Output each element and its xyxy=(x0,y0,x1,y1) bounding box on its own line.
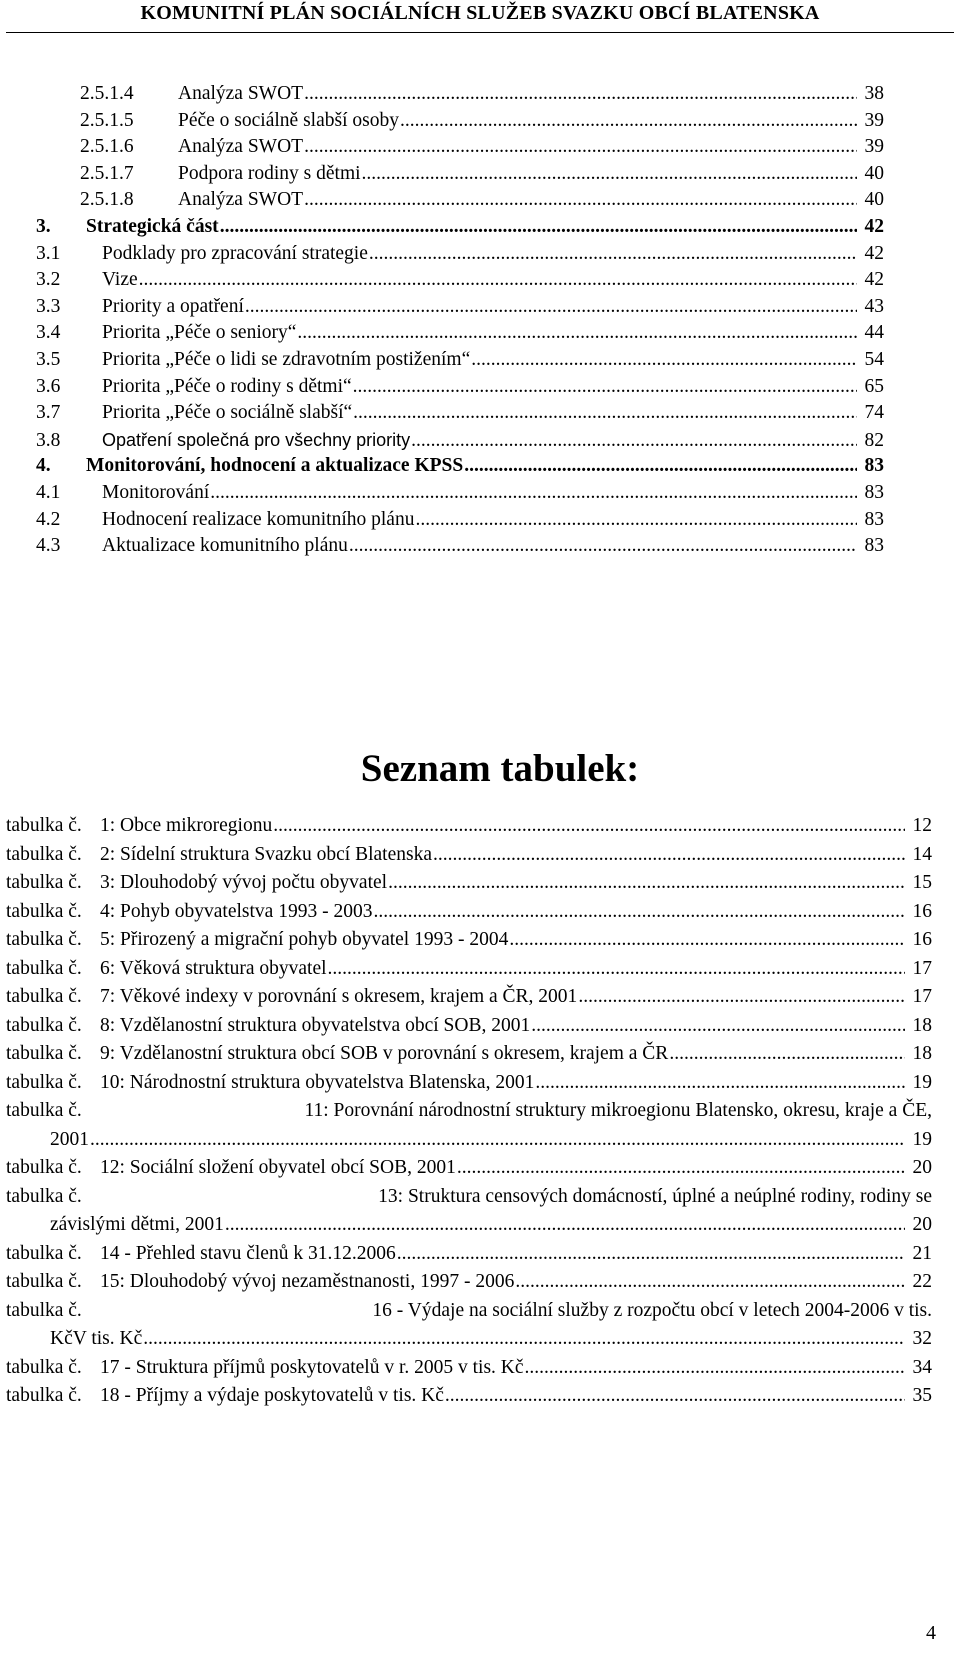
table-caption: 10: Národnostní struktura obyvatelstva Blatenska, 2001 xyxy=(100,1071,535,1093)
table-prefix: tabulka č. xyxy=(6,957,82,979)
dot-leader xyxy=(397,1240,905,1269)
toc-title: Analýza SWOT xyxy=(178,189,304,211)
dot-leader xyxy=(210,478,857,508)
table-page-number: 19 xyxy=(912,1128,932,1150)
toc-title: Priorita „Péče o lidi se zdravotním postižením“ xyxy=(102,349,471,370)
table-list-entry[interactable] xyxy=(6,983,932,1012)
toc-entry[interactable] xyxy=(36,292,884,322)
toc-page-number: 40 xyxy=(864,189,884,211)
table-prefix: tabulka č. xyxy=(6,1185,82,1207)
dot-leader xyxy=(328,955,905,984)
table-list-entry[interactable] xyxy=(6,1012,932,1041)
toc-entry[interactable] xyxy=(36,425,884,455)
toc-number: 3.1 xyxy=(36,242,61,264)
toc-number: 4. xyxy=(36,455,51,477)
page-header: KOMUNITNÍ PLÁN SOCIÁLNÍCH SLUŽEB SVAZKU OBCÍ BLATENSKA xyxy=(140,2,820,24)
dot-leader xyxy=(415,505,857,535)
table-caption: 5: Přirozený a migrační pohyb obyvatel 1993 - 2004 xyxy=(100,929,509,950)
table-caption: 12: Sociální složení obyvatel obcí SOB, 2001 xyxy=(100,1157,456,1178)
table-list-entry[interactable] xyxy=(6,1069,932,1098)
dot-leader xyxy=(471,345,857,375)
table-prefix: tabulka č. xyxy=(6,815,82,836)
table-caption: KčV tis. Kč xyxy=(50,1328,143,1349)
toc-page-number: 54 xyxy=(864,349,884,370)
dot-leader xyxy=(245,292,857,322)
table-page-number: 17 xyxy=(912,986,932,1007)
table-prefix: tabulka č. xyxy=(6,1014,82,1036)
toc-number: 3.6 xyxy=(36,375,61,397)
dot-leader xyxy=(139,265,857,295)
toc-page-number: 38 xyxy=(864,83,884,104)
toc-title: Podklady pro zpracování strategie xyxy=(102,242,368,264)
table-caption: 13: Struktura censových domácností, úplné a neúplné rodiny, rodiny se xyxy=(378,1185,932,1207)
toc-page-number: 65 xyxy=(864,375,884,397)
table-caption: závislými dětmi, 2001 xyxy=(50,1214,224,1235)
table-list-entry[interactable] xyxy=(6,1297,932,1354)
table-page-number: 15 xyxy=(912,872,932,893)
table-caption: 18 - Příjmy a výdaje poskytovatelů v tis. Kč xyxy=(100,1385,444,1406)
table-list-entry[interactable] xyxy=(6,841,932,870)
toc-page-number: 83 xyxy=(864,535,884,557)
toc-page-number: 40 xyxy=(864,162,884,184)
toc-entry[interactable] xyxy=(36,531,884,561)
table-page-number: 14 xyxy=(912,843,932,865)
table-caption: 11: Porovnání národnostní struktury mikroegionu Blatensko, okresu, kraje a ČE, xyxy=(304,1100,932,1121)
toc-number: 3.3 xyxy=(36,295,61,317)
dot-leader xyxy=(304,132,857,162)
table-prefix: tabulka č. xyxy=(6,1356,82,1378)
table-list-entry[interactable] xyxy=(6,1097,932,1154)
dot-leader xyxy=(349,531,857,561)
toc-page-number: 44 xyxy=(864,322,884,344)
table-prefix: tabulka č. xyxy=(6,1071,82,1093)
toc-title: Analýza SWOT xyxy=(178,83,304,104)
table-list-entry[interactable] xyxy=(6,1183,932,1240)
toc-number: 2.5.1.5 xyxy=(80,109,134,131)
toc-page-number: 39 xyxy=(864,136,884,158)
dot-leader xyxy=(445,1382,905,1411)
toc-number: 3.5 xyxy=(36,349,61,370)
dot-leader xyxy=(373,898,905,927)
table-page-number: 21 xyxy=(912,1242,932,1264)
toc-entry[interactable] xyxy=(80,159,884,189)
table-prefix: tabulka č. xyxy=(6,1100,82,1121)
toc-title: Monitorování, hodnocení a aktualizace KPSS xyxy=(86,455,464,477)
toc-page-number: 42 xyxy=(864,269,884,291)
dot-leader xyxy=(225,1211,905,1240)
toc-page-number: 83 xyxy=(864,508,884,530)
table-page-number: 34 xyxy=(912,1356,932,1378)
toc-number: 4.2 xyxy=(36,508,61,530)
table-page-number: 35 xyxy=(912,1385,932,1406)
table-page-number: 19 xyxy=(912,1071,932,1093)
table-list-entry[interactable] xyxy=(6,1354,932,1383)
table-prefix: tabulka č. xyxy=(6,929,82,950)
table-caption: 16 - Výdaje na sociální služby z rozpočtu obcí v letech 2004-2006 v tis. xyxy=(372,1299,932,1321)
toc-entry[interactable] xyxy=(36,345,884,375)
toc-number: 3.4 xyxy=(36,322,61,344)
table-list-entry[interactable] xyxy=(6,869,932,898)
table-prefix: tabulka č. xyxy=(6,900,82,922)
dot-leader xyxy=(304,79,857,109)
dot-leader xyxy=(669,1040,905,1069)
table-list-entry[interactable] xyxy=(6,812,932,841)
toc-title: Péče o sociálně slabší osoby xyxy=(178,109,399,131)
toc-number: 2.5.1.7 xyxy=(80,162,134,184)
dot-leader xyxy=(388,869,905,898)
toc-entry[interactable] xyxy=(36,212,884,242)
toc-title: Priority a opatření xyxy=(102,295,244,317)
dot-leader xyxy=(531,1012,905,1041)
dot-leader xyxy=(369,239,857,269)
toc-title: Priorita „Péče o seniory“ xyxy=(102,322,297,344)
table-page-number: 22 xyxy=(912,1271,932,1292)
table-list-entry[interactable] xyxy=(6,955,932,984)
toc-entry[interactable] xyxy=(36,318,884,348)
toc-number: 3.2 xyxy=(36,269,61,291)
toc-entry[interactable] xyxy=(36,478,884,508)
dot-leader xyxy=(457,1154,905,1183)
table-caption: 1: Obce mikroregionu xyxy=(100,815,273,836)
toc-title: Vize xyxy=(102,269,138,291)
table-caption: 15: Dlouhodobý vývoj nezaměstnanosti, 1997 - 2006 xyxy=(100,1271,515,1292)
table-page-number: 12 xyxy=(912,815,932,836)
table-page-number: 18 xyxy=(912,1043,932,1064)
table-caption: 2: Sídelní struktura Svazku obcí Blatenska xyxy=(100,843,432,865)
table-prefix: tabulka č. xyxy=(6,1043,82,1064)
table-list-entry[interactable] xyxy=(6,898,932,927)
table-page-number: 20 xyxy=(912,1157,932,1178)
header-rule xyxy=(6,32,954,33)
toc-title: Analýza SWOT xyxy=(178,136,304,158)
dot-leader xyxy=(273,812,905,841)
table-list-entry[interactable] xyxy=(6,926,932,955)
dot-leader xyxy=(433,841,905,870)
toc-entry[interactable] xyxy=(36,451,884,481)
toc-page-number: 43 xyxy=(864,295,884,317)
toc-entry[interactable] xyxy=(36,265,884,295)
dot-leader xyxy=(400,106,857,136)
table-prefix: tabulka č. xyxy=(6,872,82,893)
table-caption: 7: Věkové indexy v porovnání s okresem, krajem a ČR, 2001 xyxy=(100,986,578,1007)
toc-entry[interactable] xyxy=(80,132,884,162)
toc-number: 3.8 xyxy=(36,429,61,451)
dot-leader xyxy=(90,1126,905,1155)
toc-page-number: 42 xyxy=(864,242,884,264)
dot-leader xyxy=(525,1354,905,1383)
table-page-number: 16 xyxy=(912,900,932,922)
toc-number: 3. xyxy=(36,216,51,237)
table-prefix: tabulka č. xyxy=(6,1299,82,1321)
page-number: 4 xyxy=(926,1622,936,1644)
toc-page-number: 74 xyxy=(864,402,884,424)
toc-title: Podpora rodiny s dětmi xyxy=(178,162,361,184)
toc-page-number: 83 xyxy=(864,482,884,503)
dot-leader xyxy=(353,372,857,402)
table-prefix: tabulka č. xyxy=(6,1271,82,1292)
toc-page-number: 39 xyxy=(864,109,884,131)
toc-number: 2.5.1.6 xyxy=(80,136,134,158)
toc-number: 2.5.1.4 xyxy=(80,83,134,104)
table-caption: 17 - Struktura příjmů poskytovatelů v r. 2005 v tis. Kč xyxy=(100,1356,524,1378)
dot-leader xyxy=(515,1268,905,1297)
toc-title: Aktualizace komunitního plánu xyxy=(102,535,348,557)
toc-number: 4.3 xyxy=(36,535,61,557)
toc-title: Priorita „Péče o rodiny s dětmi“ xyxy=(102,375,352,397)
list-of-tables-title: Seznam tabulek: xyxy=(360,747,640,790)
table-page-number: 16 xyxy=(912,929,932,950)
table-prefix: tabulka č. xyxy=(6,986,82,1007)
toc-entry[interactable] xyxy=(36,372,884,402)
toc-page-number: 82 xyxy=(864,429,884,451)
dot-leader xyxy=(143,1325,905,1354)
dot-leader xyxy=(578,983,905,1012)
table-prefix: tabulka č. xyxy=(6,1242,82,1264)
table-caption: 8: Vzdělanostní struktura obyvatelstva obcí SOB, 2001 xyxy=(100,1014,531,1036)
toc-entry[interactable] xyxy=(36,398,884,428)
dot-leader xyxy=(304,185,857,215)
toc-number: 2.5.1.8 xyxy=(80,189,134,211)
table-prefix: tabulka č. xyxy=(6,1157,82,1178)
toc-number: 3.7 xyxy=(36,402,61,424)
dot-leader xyxy=(535,1069,905,1098)
table-caption: 3: Dlouhodobý vývoj počtu obyvatel xyxy=(100,872,388,893)
table-caption: 2001 xyxy=(50,1128,89,1150)
table-prefix: tabulka č. xyxy=(6,843,82,865)
dot-leader xyxy=(509,926,905,955)
toc-entry[interactable] xyxy=(80,79,884,109)
dot-leader xyxy=(464,451,857,481)
toc-entry[interactable] xyxy=(80,185,884,215)
table-list-entry[interactable] xyxy=(6,1382,932,1411)
dot-leader xyxy=(220,212,857,242)
table-caption: 9: Vzdělanostní struktura obcí SOB v porovnání s okresem, krajem a ČR xyxy=(100,1043,669,1064)
table-page-number: 17 xyxy=(912,957,932,979)
dot-leader xyxy=(297,318,857,348)
toc-title: Priorita „Péče o sociálně slabší“ xyxy=(102,402,353,424)
toc-entry[interactable] xyxy=(36,239,884,269)
table-page-number: 32 xyxy=(912,1328,932,1349)
toc-title: Hodnocení realizace komunitního plánu xyxy=(102,508,415,530)
toc-page-number: 42 xyxy=(864,216,884,237)
toc-entry[interactable] xyxy=(36,505,884,535)
table-list-entry[interactable] xyxy=(6,1268,932,1297)
toc-number: 4.1 xyxy=(36,482,61,503)
table-list-entry[interactable] xyxy=(6,1040,932,1069)
toc-entry[interactable] xyxy=(80,106,884,136)
table-list-entry[interactable] xyxy=(6,1154,932,1183)
table-caption: 14 - Přehled stavu členů k 31.12.2006 xyxy=(100,1242,396,1264)
toc-title: Opatření společná pro všechny priority xyxy=(102,429,411,450)
table-page-number: 18 xyxy=(912,1014,932,1036)
toc-title: Monitorování xyxy=(102,482,210,503)
dot-leader xyxy=(353,398,857,428)
table-caption: 4: Pohyb obyvatelstva 1993 - 2003 xyxy=(100,900,373,922)
dot-leader xyxy=(362,159,857,189)
table-caption: 6: Věková struktura obyvatel xyxy=(100,957,327,979)
toc-title: Strategická část xyxy=(86,216,219,237)
table-page-number: 20 xyxy=(912,1214,932,1235)
toc-page-number: 83 xyxy=(864,455,884,477)
table-prefix: tabulka č. xyxy=(6,1385,82,1406)
table-list-entry[interactable] xyxy=(6,1240,932,1269)
